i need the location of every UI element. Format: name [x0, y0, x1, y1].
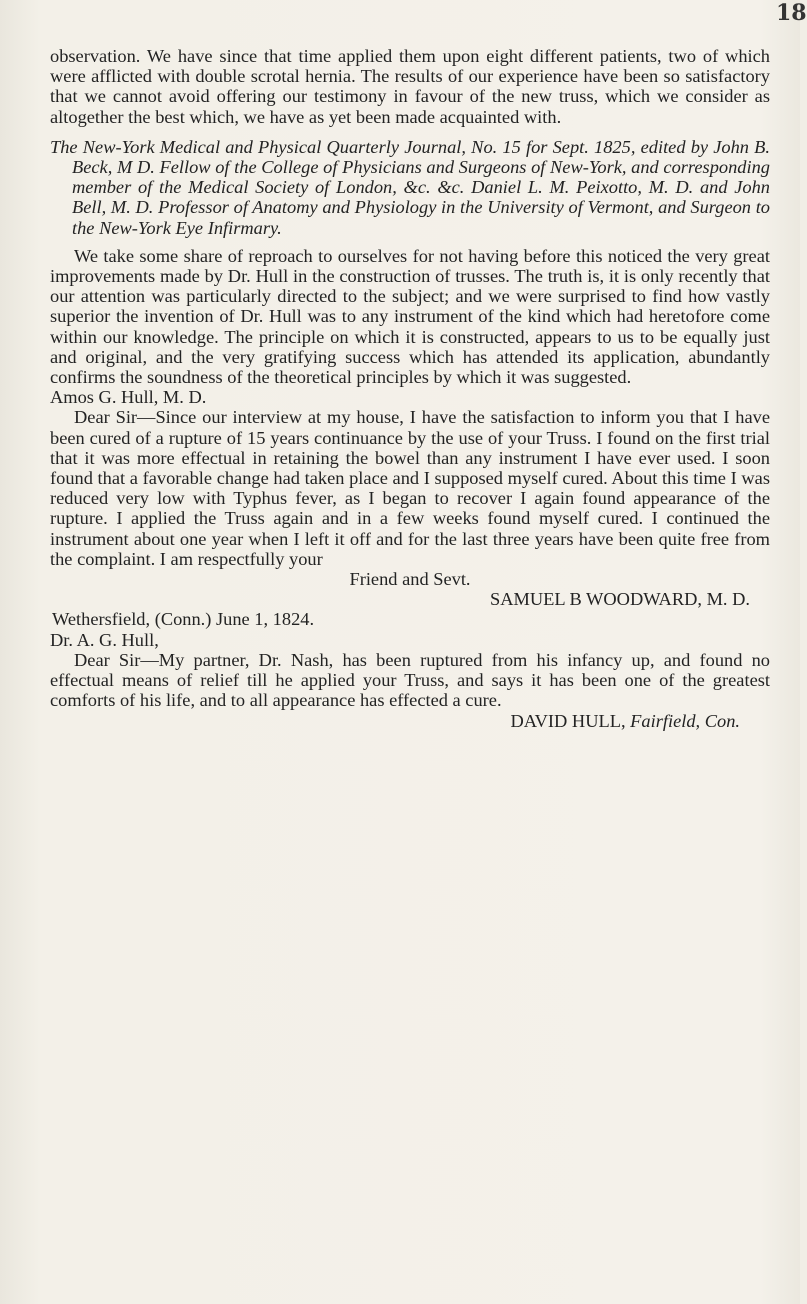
page-number: 18: [776, 0, 807, 26]
page-content: [50, 46, 770, 731]
observation-paragraph: observation. We have since that time applied them upon eight different patients, two of which were afflicted with double scrotal hernia. The results of our experience have been so satisfactory that we cannot avoid offering our testimony in favour of the new truss, which we consider as altogether the best which, we have as yet been made acquainted with.: [50, 46, 770, 127]
signature-place: Fairfield, Con.: [630, 710, 740, 731]
letter-body: Dear Sir—Since our interview at my house, I have the satisfaction to inform you that I have been cured of a rupture of 15 years continuance by the use of your Truss. I found on the first trial that it was more effectual in retaining the bowel than any instrument I have ever used. I soon found that a favorable change had taken place and I supposed myself cured. About this time I was reduced very low with Typhus fever, as I began to recover I again found appearance of the rupture. I applied the Truss again and in a few weeks found myself cured. I continued the instrument about one year when I left it off and for the last three years have been quite free from the complaint. I am respectfully your: [50, 407, 770, 569]
letter-salutation: Dr. A. G. Hull,: [50, 629, 159, 650]
letter-signature: [50, 711, 770, 731]
review-paragraph: We take some share of reproach to ourselves for not having before this noticed the very great improvements made by Dr. Hull in the construction of trusses. The truth is, it is only recently that our attention was particularly directed to the subject; and we were surprised to find how vastly superior the invention of Dr. Hull was to any instrument of the kind which had heretofore come within our knowledge. The principle on which it is constructed, appears to us to be equally just and original, and the very gratifying success which has attended its application, abundantly confirms the soundness of the theoretical principles by which it was suggested.: [50, 245, 770, 388]
letter-closing: Friend and Sevt.: [349, 569, 471, 590]
letter-signature: SAMUEL B WOODWARD, M. D.: [489, 589, 750, 610]
signature-name: DAVID HULL,: [510, 710, 626, 731]
letter-place-date: Wethersfield, (Conn.) June 1, 1824.: [52, 609, 315, 630]
letter-hull: [50, 630, 770, 731]
letter-salutation: Amos G. Hull, M. D.: [50, 387, 207, 408]
letter-body: Dear Sir—My partner, Dr. Nash, has been ruptured from his infancy up, and found no effectual means of relief till he applied your Truss, and says it has been one of the greatest comforts of his life, and to all appearance has effected a cure.: [50, 649, 770, 711]
journal-citation: The New-York Medical and Physical Quarterly Journal, No. 15 for Sept. 1825, edited by John B. Beck, M D. Fellow of the College of Physicians and Surgeons of New-York, and corresponding member of the Medical Society of London, &c. &c. Daniel L. M. Peixotto, M. D. and John Bell, M. D. Professor of Anatomy and Physiology in the University of Vermont, and Surgeon to the New-York Eye Infirmary.: [50, 136, 770, 238]
letter-woodward: [50, 387, 770, 629]
